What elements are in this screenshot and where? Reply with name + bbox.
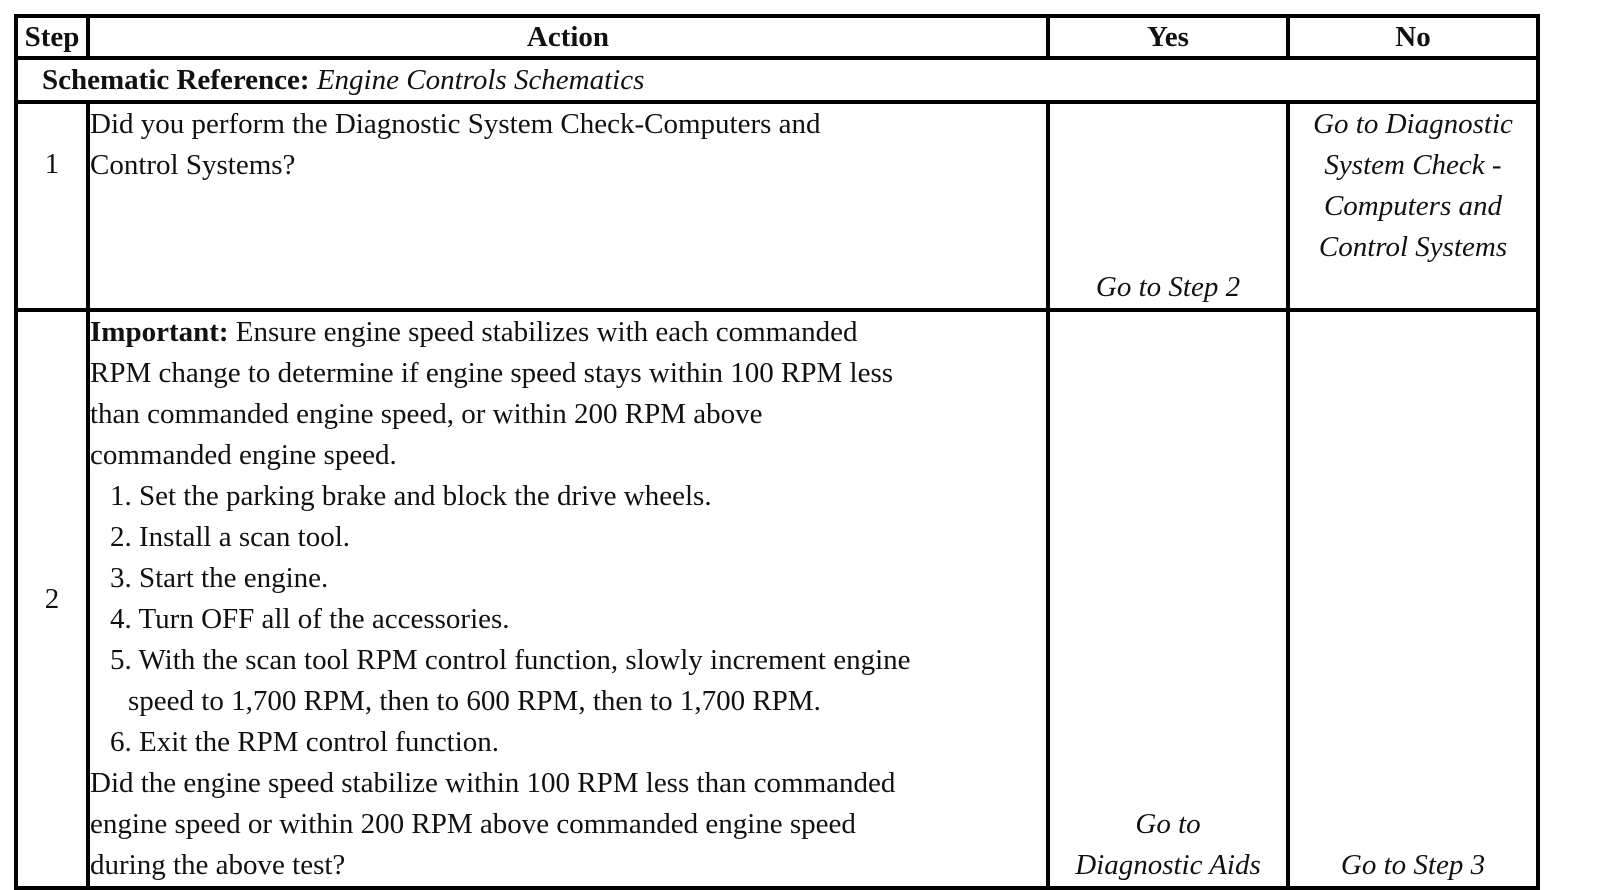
no-link[interactable]: System Check - <box>1324 149 1502 181</box>
procedure-step: 2. Install a scan tool. <box>110 521 351 553</box>
no-link[interactable]: Computers and <box>1323 190 1503 222</box>
action-text: Control Systems? <box>90 149 296 181</box>
procedure-step: 5. With the scan tool RPM control function, slowly increment engine <box>110 644 911 676</box>
important-label: Important: <box>90 316 229 348</box>
header-action: Action <box>88 16 1048 58</box>
no-link[interactable]: Go to Diagnostic <box>1313 108 1513 140</box>
header-row <box>16 16 1538 58</box>
question-text: Did the engine speed stabilize within 100 RPM less than commanded <box>90 767 896 799</box>
schematic-reference-row <box>16 58 1538 102</box>
header-no: No <box>1288 16 1538 58</box>
important-text: Ensure engine speed stabilizes with each commanded <box>235 316 858 348</box>
yes-link[interactable]: Go to Step 2 <box>1095 271 1241 303</box>
schematic-label: Schematic Reference: <box>42 64 310 96</box>
yes-cell[interactable] <box>1048 102 1288 310</box>
important-line <box>90 312 1046 353</box>
yes-link[interactable]: Go to <box>1135 808 1201 840</box>
table-row <box>16 102 1538 310</box>
table-row <box>16 310 1538 888</box>
no-cell[interactable] <box>1288 310 1538 888</box>
important-text: commanded engine speed. <box>90 439 397 471</box>
yes-cell[interactable] <box>1048 310 1288 888</box>
diagnostic-table <box>14 14 1540 890</box>
schematic-reference <box>16 58 1538 102</box>
header-yes: Yes <box>1048 16 1288 58</box>
step-number: 1 <box>16 102 88 310</box>
question-text: during the above test? <box>90 849 346 881</box>
procedure-step: 1. Set the parking brake and block the drive wheels. <box>110 480 712 512</box>
question-text: engine speed or within 200 RPM above commanded engine speed <box>90 808 856 840</box>
yes-link[interactable]: Diagnostic Aids <box>1075 849 1261 881</box>
procedure-step: 4. Turn OFF all of the accessories. <box>110 603 510 635</box>
procedure-step-continued: speed to 1,700 RPM, then to 600 RPM, then to 1,700 RPM. <box>128 685 821 717</box>
important-text: RPM change to determine if engine speed stays within 100 RPM less <box>90 357 894 389</box>
action-cell <box>88 102 1048 310</box>
procedure-step: 6. Exit the RPM control function. <box>110 726 500 758</box>
action-text: Did you perform the Diagnostic System Check-Computers and <box>90 108 821 140</box>
header-step: Step <box>16 16 88 58</box>
schematic-link[interactable]: Engine Controls Schematics <box>316 64 645 96</box>
important-text: than commanded engine speed, or within 200 RPM above <box>90 398 763 430</box>
no-link[interactable]: Control Systems <box>1318 231 1508 263</box>
no-cell[interactable] <box>1288 102 1538 310</box>
procedure-step: 3. Start the engine. <box>110 562 329 594</box>
action-cell <box>88 310 1048 888</box>
no-link[interactable]: Go to Step 3 <box>1340 849 1486 881</box>
step-number: 2 <box>16 310 88 888</box>
